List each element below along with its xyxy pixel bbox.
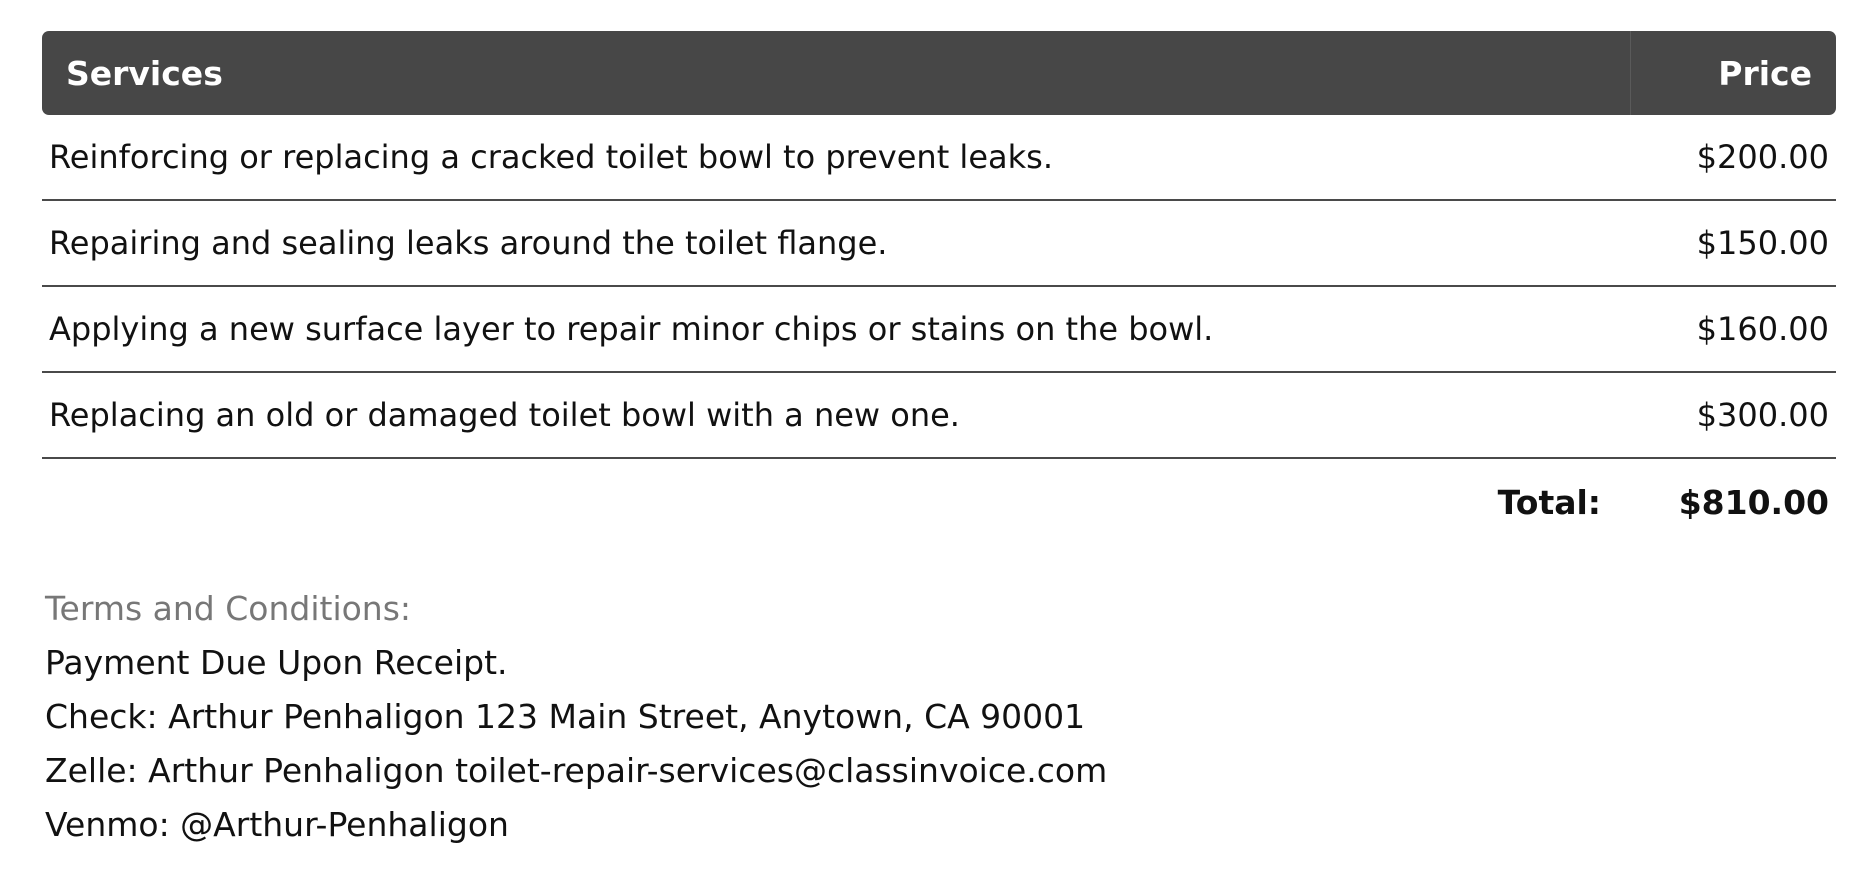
venmo-payment-line: Venmo: @Arthur-Penhaligon	[45, 805, 509, 844]
payment-due-line: Payment Due Upon Receipt.	[45, 643, 508, 682]
service-description: Replacing an old or damaged toilet bowl with a new one.	[49, 396, 960, 434]
service-description: Reinforcing or replacing a cracked toilet bowl to prevent leaks.	[49, 138, 1053, 176]
table-row	[42, 201, 1836, 287]
price-column-header: Price	[1718, 53, 1812, 93]
service-price: $160.00	[1696, 310, 1829, 348]
services-column-header: Services	[66, 53, 223, 93]
terms-heading: Terms and Conditions:	[45, 589, 412, 628]
service-price: $300.00	[1696, 396, 1829, 434]
service-description: Repairing and sealing leaks around the toilet flange.	[49, 224, 888, 262]
service-price: $200.00	[1696, 138, 1829, 176]
table-row	[42, 287, 1836, 373]
total-row	[42, 459, 1836, 545]
services-table	[42, 31, 1836, 545]
check-payment-line: Check: Arthur Penhaligon 123 Main Street, Anytown, CA 90001	[45, 697, 1086, 736]
zelle-payment-line: Zelle: Arthur Penhaligon toilet-repair-services@classinvoice.com	[45, 751, 1108, 790]
total-label: Total:	[1497, 482, 1601, 522]
service-price: $150.00	[1696, 224, 1829, 262]
total-value: $810.00	[1678, 482, 1829, 522]
table-row	[42, 373, 1836, 459]
terms-section	[45, 582, 1107, 852]
table-header	[42, 31, 1836, 115]
table-row	[42, 115, 1836, 201]
service-description: Applying a new surface layer to repair minor chips or stains on the bowl.	[49, 310, 1214, 348]
